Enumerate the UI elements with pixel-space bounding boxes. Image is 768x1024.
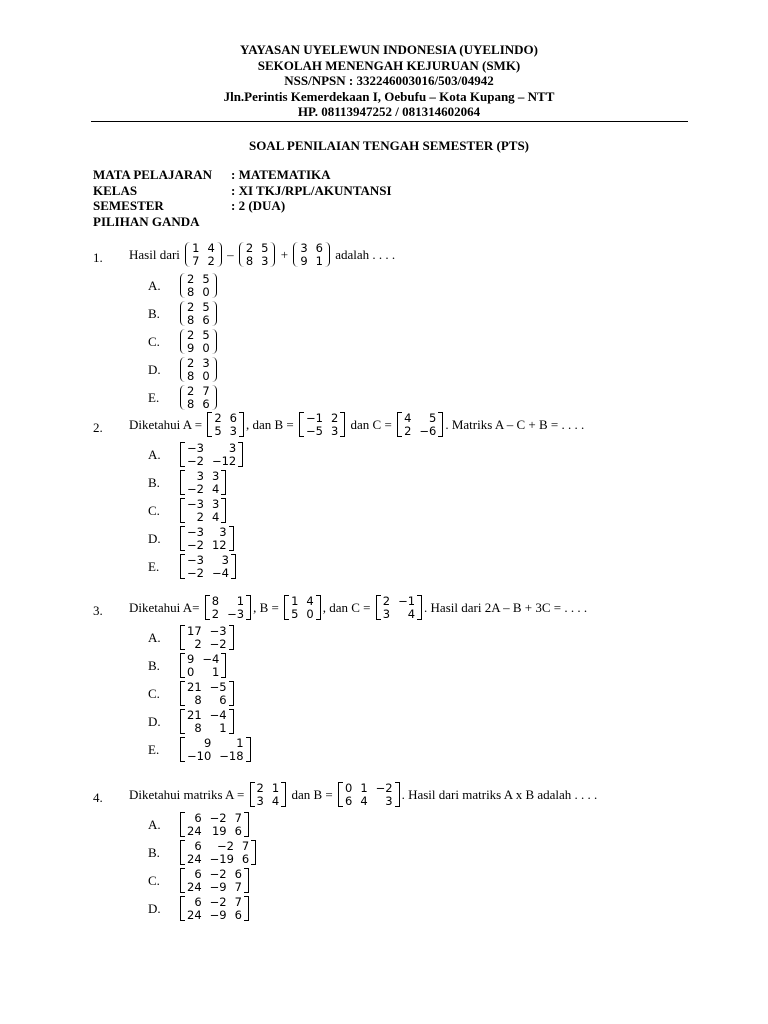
matrix-cell: 6 bbox=[194, 839, 202, 853]
matrix-right-bracket bbox=[316, 595, 321, 620]
question-text-fragment: . Matriks A – C + B = . . . . bbox=[445, 416, 585, 432]
matrix-right-bracket bbox=[270, 242, 275, 267]
matrix-cell: 9 bbox=[203, 736, 212, 750]
matrix-cell: 9 bbox=[187, 652, 195, 666]
option-label: C. bbox=[148, 502, 160, 518]
matrix-cell: 3 bbox=[229, 423, 237, 438]
matrix-cell: 1 bbox=[271, 781, 280, 795]
matrix-right-bracket bbox=[221, 498, 226, 523]
option-label: D. bbox=[148, 361, 161, 377]
matrix-cell: −1 bbox=[398, 594, 416, 608]
header-address: Jln.Perintis Kemerdekaan I, Oebufu – Kota Kupang – NTT bbox=[223, 88, 555, 104]
matrix-cell: 3 bbox=[196, 469, 204, 483]
matrix-cell: 2 bbox=[196, 509, 204, 524]
answer-option bbox=[148, 653, 228, 678]
header-school: SEKOLAH MENENGAH KEJURUAN (SMK) bbox=[257, 57, 521, 73]
option-label: E. bbox=[148, 389, 160, 405]
matrix-cell: 2 bbox=[187, 300, 195, 314]
matrix-cell: 5 bbox=[202, 328, 210, 342]
matrix-cell: 8 bbox=[245, 253, 254, 268]
matrix-cell: 3 bbox=[256, 793, 264, 808]
answer-option bbox=[148, 709, 236, 734]
matrix-cell: −3 bbox=[227, 606, 245, 621]
matrix-cell: 7 bbox=[234, 895, 242, 909]
matrix-cell: 17 bbox=[187, 624, 202, 638]
matrix-right-bracket bbox=[238, 442, 243, 467]
matrix bbox=[180, 896, 249, 921]
matrix-cell: 4 bbox=[271, 793, 280, 808]
matrix-cell: −3 bbox=[187, 497, 204, 511]
matrix-cell: 3 bbox=[211, 497, 220, 511]
option-label: D. bbox=[148, 900, 161, 916]
matrix-cell: 8 bbox=[187, 396, 195, 411]
matrix-cell: 2 bbox=[207, 253, 215, 268]
matrix-right-bracket bbox=[340, 412, 345, 437]
question-number: 4. bbox=[93, 790, 103, 805]
question-text-fragment: dan C = bbox=[347, 416, 396, 432]
school-header bbox=[0, 42, 768, 120]
matrix-cell: 5 bbox=[261, 241, 269, 255]
matrix-right-bracket bbox=[229, 625, 234, 650]
matrix bbox=[299, 412, 345, 437]
answer-option bbox=[148, 737, 253, 762]
option-label: E. bbox=[148, 741, 160, 757]
section-heading: PILIHAN GANDA bbox=[93, 213, 200, 229]
answer-option bbox=[148, 329, 219, 354]
answer-option bbox=[148, 868, 251, 893]
question-text-fragment: , B = bbox=[253, 599, 283, 615]
matrix-cell: −4 bbox=[209, 708, 227, 722]
matrix-cell: 19 bbox=[211, 823, 227, 838]
matrix-cell: −6 bbox=[419, 423, 437, 438]
matrix-cell: 4 bbox=[404, 411, 412, 425]
answer-option bbox=[148, 554, 238, 579]
matrix-cell: 6 bbox=[234, 823, 242, 838]
matrix-cell: 8 bbox=[194, 692, 202, 707]
matrix-cell: 3 bbox=[219, 525, 227, 539]
answer-option bbox=[148, 526, 236, 551]
matrix-cell: −9 bbox=[209, 879, 227, 894]
matrix bbox=[180, 442, 243, 467]
matrix-right-bracket bbox=[438, 412, 443, 437]
matrix-right-bracket bbox=[244, 812, 249, 837]
semester-label: SEMESTER bbox=[93, 198, 164, 213]
matrix bbox=[185, 242, 222, 267]
answer-option bbox=[148, 896, 251, 921]
class-label: KELAS bbox=[93, 182, 138, 198]
answer-option bbox=[148, 385, 219, 410]
matrix-cell: −2 bbox=[209, 636, 227, 651]
matrix-cell: 0 bbox=[306, 606, 314, 621]
matrix-cell: 6 bbox=[202, 396, 210, 411]
matrix-cell: 5 bbox=[202, 272, 210, 286]
matrix-cell: 2 bbox=[187, 356, 195, 370]
question-text bbox=[129, 782, 597, 807]
matrix-cell: 3 bbox=[382, 606, 391, 621]
matrix-cell: 0 bbox=[202, 340, 210, 355]
question-text-fragment: – bbox=[223, 246, 237, 262]
question-text-fragment: Diketahui A = bbox=[129, 416, 206, 432]
option-label: B. bbox=[148, 305, 160, 321]
matrix bbox=[250, 782, 287, 807]
matrix-cell: −9 bbox=[209, 907, 227, 922]
matrix-cell: 4 bbox=[407, 606, 416, 621]
question-text-fragment: . Hasil dari 2A – B + 3C = . . . . bbox=[424, 599, 588, 615]
option-label: C. bbox=[148, 333, 160, 349]
matrix-cell: 3 bbox=[221, 553, 229, 567]
option-label: A. bbox=[148, 816, 161, 832]
matrix bbox=[284, 595, 321, 620]
header-nss: NSS/NPSN : 332246003016/503/04942 bbox=[284, 73, 494, 88]
matrix-right-bracket bbox=[229, 681, 234, 706]
option-label: D. bbox=[148, 530, 161, 546]
matrix bbox=[338, 782, 400, 807]
matrix-cell: 24 bbox=[187, 851, 202, 866]
matrix bbox=[180, 653, 226, 678]
matrix-right-bracket bbox=[395, 782, 400, 807]
matrix-cell: 2 bbox=[187, 384, 195, 398]
class-value: : XI TKJ/RPL/AKUNTANSI bbox=[231, 182, 392, 198]
matrix-cell: 1 bbox=[315, 253, 323, 268]
answer-option bbox=[148, 442, 245, 467]
question-text-fragment: , dan C = bbox=[322, 599, 374, 615]
matrix-cell: 7 bbox=[234, 811, 242, 825]
matrix bbox=[180, 812, 249, 837]
matrix-cell: 4 bbox=[360, 793, 368, 808]
matrix-cell: 8 bbox=[187, 312, 195, 327]
matrix-cell: −4 bbox=[202, 652, 220, 666]
matrix-cell: −3 bbox=[187, 441, 204, 455]
matrix-cell: 0 bbox=[202, 368, 210, 383]
matrix-cell: 9 bbox=[187, 340, 195, 355]
answer-option bbox=[148, 470, 228, 495]
matrix-cell: 21 bbox=[187, 708, 202, 722]
option-label: B. bbox=[148, 657, 160, 673]
matrix-right-bracket bbox=[229, 526, 234, 551]
header-phone: HP. 08113947252 / 081314602064 bbox=[297, 104, 481, 119]
matrix-right-bracket bbox=[221, 470, 226, 495]
matrix bbox=[180, 526, 234, 551]
question-number: 2. bbox=[93, 420, 103, 435]
matrix-cell: 1 bbox=[192, 241, 200, 255]
matrix-cell: 2 bbox=[256, 781, 264, 795]
matrix-cell: −2 bbox=[209, 811, 227, 825]
matrix-cell: 6 bbox=[344, 793, 353, 808]
matrix-cell: 24 bbox=[187, 879, 202, 894]
matrix-right-bracket bbox=[246, 595, 251, 620]
matrix bbox=[180, 301, 217, 326]
matrix bbox=[397, 412, 443, 437]
matrix-cell: 6 bbox=[194, 895, 202, 909]
matrix bbox=[180, 681, 234, 706]
question-number: 3. bbox=[93, 603, 103, 618]
question-text bbox=[129, 595, 587, 620]
question-text-fragment: + bbox=[277, 246, 292, 262]
matrix-cell: −2 bbox=[187, 453, 204, 468]
matrix-cell: −3 bbox=[209, 624, 227, 638]
question-number: 1. bbox=[93, 250, 103, 265]
question-text-fragment: Diketahui matriks A = bbox=[129, 786, 248, 802]
matrix-cell: 3 bbox=[385, 793, 393, 808]
matrix-cell: 6 bbox=[219, 692, 227, 707]
matrix-cell: 12 bbox=[211, 537, 227, 552]
matrix-cell: 2 bbox=[187, 328, 195, 342]
matrix-cell: −4 bbox=[211, 565, 229, 580]
matrix-cell: 0 bbox=[344, 781, 353, 795]
option-label: A. bbox=[148, 629, 161, 645]
matrix-cell: −2 bbox=[375, 781, 393, 795]
semester-value: : 2 (DUA) bbox=[231, 198, 286, 213]
matrix-cell: 2 bbox=[245, 241, 254, 255]
option-label: A. bbox=[148, 277, 161, 293]
matrix-cell: 2 bbox=[194, 636, 202, 651]
matrix-cell: −2 bbox=[209, 867, 227, 881]
matrix-right-bracket bbox=[231, 554, 236, 579]
matrix-cell: 3 bbox=[211, 469, 220, 483]
matrix bbox=[180, 273, 217, 298]
matrix-cell: 24 bbox=[187, 823, 202, 838]
option-label: D. bbox=[148, 713, 161, 729]
question-text-fragment: dan B = bbox=[288, 786, 336, 802]
question-text-fragment: , dan B = bbox=[245, 416, 297, 432]
matrix-cell: 6 bbox=[234, 907, 242, 922]
matrix bbox=[205, 595, 251, 620]
matrix-cell: −10 bbox=[187, 748, 212, 763]
matrix bbox=[180, 470, 226, 495]
matrix-cell: 4 bbox=[306, 594, 314, 608]
matrix-cell: 7 bbox=[192, 253, 200, 268]
option-label: C. bbox=[148, 872, 160, 888]
matrix bbox=[180, 868, 249, 893]
matrix-cell: −3 bbox=[187, 525, 204, 539]
matrix bbox=[207, 412, 244, 437]
exam-title: SOAL PENILAIAN TENGAH SEMESTER (PTS) bbox=[248, 138, 530, 153]
matrix-right-bracket bbox=[217, 242, 222, 267]
matrix-cell: 2 bbox=[330, 411, 339, 425]
matrix-cell: 6 bbox=[194, 867, 202, 881]
matrix-right-bracket bbox=[212, 357, 217, 382]
question-text-fragment: adalah . . . . bbox=[331, 246, 396, 262]
matrix-right-bracket bbox=[251, 840, 256, 865]
subject-value: : MATEMATIKA bbox=[231, 167, 331, 182]
matrix bbox=[239, 242, 276, 267]
matrix-cell: 5 bbox=[291, 606, 299, 621]
matrix-cell: 2 bbox=[214, 411, 222, 425]
matrix-right-bracket bbox=[417, 595, 422, 620]
matrix-cell: −3 bbox=[187, 553, 204, 567]
answer-option bbox=[148, 681, 236, 706]
answer-option bbox=[148, 840, 258, 865]
matrix-cell: 4 bbox=[211, 509, 220, 524]
matrix-cell: 1 bbox=[219, 720, 227, 735]
header-foundation: YAYASAN UYELEWUN INDONESIA (UYELINDO) bbox=[240, 42, 538, 57]
matrix-cell: 8 bbox=[194, 720, 202, 735]
question-text bbox=[129, 242, 395, 267]
matrix bbox=[180, 737, 251, 762]
matrix-cell: 24 bbox=[187, 907, 202, 922]
matrix-cell: 7 bbox=[234, 879, 242, 894]
header-divider bbox=[91, 121, 688, 122]
matrix-cell: 4 bbox=[207, 241, 215, 255]
matrix bbox=[180, 385, 217, 410]
matrix-cell: 1 bbox=[360, 781, 368, 795]
matrix-right-bracket bbox=[246, 737, 251, 762]
matrix-cell: 21 bbox=[187, 680, 202, 694]
matrix-cell: 0 bbox=[202, 284, 210, 299]
matrix-right-bracket bbox=[281, 782, 286, 807]
matrix-cell: 3 bbox=[261, 253, 269, 268]
matrix-cell: 6 bbox=[194, 811, 202, 825]
matrix-cell: 1 bbox=[236, 594, 245, 608]
answer-option bbox=[148, 301, 219, 326]
question-text bbox=[129, 412, 584, 437]
matrix bbox=[180, 498, 226, 523]
matrix bbox=[180, 625, 234, 650]
matrix-cell: 3 bbox=[228, 441, 237, 455]
matrix-cell: 7 bbox=[202, 384, 210, 398]
question-text-fragment: . Hasil dari matriks A x B adalah . . . . bbox=[401, 786, 598, 802]
matrix-cell: −2 bbox=[216, 839, 234, 853]
matrix-cell: 7 bbox=[241, 839, 250, 853]
matrix-cell: 9 bbox=[300, 253, 308, 268]
matrix-cell: 2 bbox=[382, 594, 391, 608]
matrix-cell: 1 bbox=[236, 736, 244, 750]
matrix-cell: −18 bbox=[219, 748, 244, 763]
matrix-cell: −1 bbox=[306, 411, 323, 425]
matrix-cell: −5 bbox=[306, 423, 323, 438]
option-label: A. bbox=[148, 446, 161, 462]
matrix-cell: 5 bbox=[214, 423, 222, 438]
matrix-cell: 2 bbox=[404, 423, 412, 438]
matrix-cell: 8 bbox=[211, 594, 220, 608]
matrix-right-bracket bbox=[212, 385, 217, 410]
matrix-cell: 8 bbox=[187, 368, 195, 383]
answer-option bbox=[148, 498, 228, 523]
question-text-fragment: Diketahui A= bbox=[129, 599, 203, 615]
answer-option bbox=[148, 273, 219, 298]
option-label: B. bbox=[148, 844, 160, 860]
matrix-cell: 6 bbox=[234, 867, 242, 881]
matrix-cell: 6 bbox=[229, 411, 237, 425]
matrix-cell: 1 bbox=[211, 664, 220, 679]
matrix bbox=[180, 709, 234, 734]
matrix-cell: −2 bbox=[187, 565, 204, 580]
matrix-cell: 6 bbox=[202, 312, 210, 327]
matrix bbox=[180, 357, 217, 382]
matrix-cell: 6 bbox=[315, 241, 323, 255]
matrix-cell: 5 bbox=[429, 411, 437, 425]
matrix-cell: −19 bbox=[209, 851, 234, 866]
question-text-fragment: Hasil dari bbox=[129, 246, 184, 262]
matrix bbox=[180, 840, 256, 865]
matrix-cell: −2 bbox=[209, 895, 227, 909]
matrix-cell: −12 bbox=[211, 453, 237, 468]
matrix bbox=[180, 554, 236, 579]
matrix-cell: 8 bbox=[187, 284, 195, 299]
matrix-cell: 2 bbox=[187, 272, 195, 286]
matrix-right-bracket bbox=[244, 896, 249, 921]
matrix-cell: −2 bbox=[187, 481, 204, 496]
option-label: E. bbox=[148, 558, 160, 574]
matrix-cell: −2 bbox=[187, 537, 204, 552]
matrix-cell: 2 bbox=[211, 606, 220, 621]
option-label: B. bbox=[148, 474, 160, 490]
matrix-right-bracket bbox=[229, 709, 234, 734]
matrix bbox=[293, 242, 330, 267]
matrix-right-bracket bbox=[244, 868, 249, 893]
matrix-cell: −5 bbox=[209, 680, 227, 694]
matrix bbox=[376, 595, 422, 620]
option-label: C. bbox=[148, 685, 160, 701]
matrix-cell: 5 bbox=[202, 300, 210, 314]
matrix-right-bracket bbox=[239, 412, 244, 437]
matrix-right-bracket bbox=[325, 242, 330, 267]
answer-option bbox=[148, 357, 219, 382]
matrix-right-bracket bbox=[212, 273, 217, 298]
matrix bbox=[180, 329, 217, 354]
answer-option bbox=[148, 625, 236, 650]
matrix-cell: 0 bbox=[187, 664, 195, 679]
matrix-cell: 4 bbox=[211, 481, 220, 496]
matrix-cell: 6 bbox=[241, 851, 250, 866]
exam-info bbox=[93, 167, 392, 229]
subject-label: MATA PELAJARAN bbox=[93, 167, 213, 182]
answer-option bbox=[148, 812, 251, 837]
matrix-cell: 3 bbox=[202, 356, 210, 370]
matrix-cell: 1 bbox=[291, 594, 299, 608]
matrix-right-bracket bbox=[221, 653, 226, 678]
matrix-right-bracket bbox=[212, 301, 217, 326]
matrix-cell: 3 bbox=[300, 241, 308, 255]
matrix-cell: 3 bbox=[330, 423, 339, 438]
matrix-right-bracket bbox=[212, 329, 217, 354]
